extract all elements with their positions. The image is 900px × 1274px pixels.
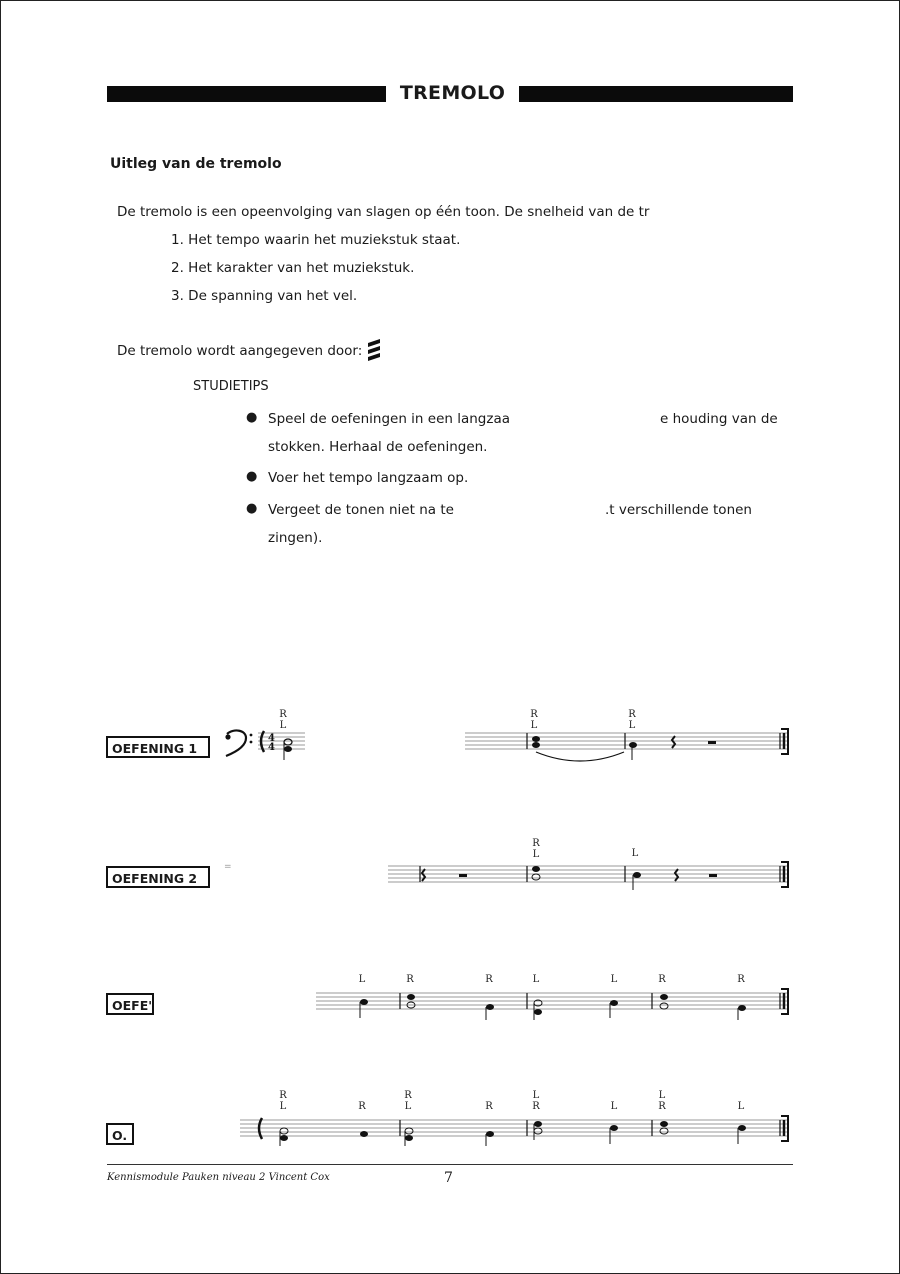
exercise-3-label: OEFE' <box>106 993 154 1015</box>
tip-2: Voer het tempo langzaam op. <box>268 470 469 486</box>
rest-icon <box>422 736 678 881</box>
note-stems <box>280 745 738 1146</box>
sticking-letter: L <box>628 720 636 731</box>
sticking-letter: R <box>658 1101 666 1112</box>
sticking-letter: L <box>610 1101 618 1112</box>
speed-factor-1: 1. Het tempo waarin het muziekstuk staat. <box>171 232 461 248</box>
bass-clef-icon <box>225 731 252 756</box>
studytips-heading: STUDIETIPS <box>193 379 269 394</box>
sticking-letter: L <box>631 848 639 859</box>
exercise-2-label: OEFENING 2 <box>106 866 210 888</box>
bullet-icon: ● <box>246 469 258 484</box>
sticking-letter: R <box>358 1101 366 1112</box>
sticking-letter: L <box>532 849 540 860</box>
exercise-1-label: OEFENING 1 <box>106 736 210 758</box>
tip-1-line2: stokken. Herhaal de oefeningen. <box>268 439 488 455</box>
tip-1-end: e houding van de <box>660 411 778 427</box>
staff-lines <box>240 733 787 1136</box>
tip-1-start: Speel de oefeningen in een langzaa <box>268 411 511 427</box>
footer-text: Kennismodule Pauken niveau 2 Vincent Cox <box>107 1172 330 1183</box>
exercise-4-label: O. <box>106 1123 134 1145</box>
end-bracket-icon <box>781 729 788 1141</box>
faded-mark: = <box>224 862 232 872</box>
sticking-letter: L <box>279 1101 287 1112</box>
sticking-letters <box>279 709 745 1112</box>
bullet-icon: ● <box>246 410 258 425</box>
bar-lines <box>400 733 784 1136</box>
sticking-letter: R <box>530 709 538 720</box>
sticking-letter: R <box>737 974 745 985</box>
svg-text:4: 4 <box>268 733 275 744</box>
sticking-letter: L <box>358 974 366 985</box>
sticking-letter: L <box>530 720 538 731</box>
sticking-letter: R <box>532 838 540 849</box>
sticking-letter: R <box>485 974 493 985</box>
sticking-letter: L <box>279 720 287 731</box>
sticking-letter: R <box>279 709 287 720</box>
footer-rule <box>107 1164 793 1165</box>
sticking-letter: L <box>532 974 540 985</box>
intro-paragraph: De tremolo is een opeenvolging van slagen op één toon. De snelheid van de tr <box>117 204 650 220</box>
half-rest-icon <box>459 741 717 877</box>
svg-text:4: 4 <box>268 742 275 753</box>
sticking-letter: R <box>279 1090 287 1101</box>
tie-icon <box>536 752 624 761</box>
speed-factor-2: 2. Het karakter van het muziekstuk. <box>171 260 415 276</box>
bullet-icon: ● <box>246 501 258 516</box>
note-icon <box>284 739 292 760</box>
sticking-letter: R <box>404 1090 412 1101</box>
note-icon <box>280 736 746 1141</box>
page-number: 7 <box>444 1170 453 1186</box>
sticking-letter: R <box>658 974 666 985</box>
notation-text: De tremolo wordt aangegeven door: <box>117 343 363 359</box>
sticking-letter: R <box>628 709 636 720</box>
sticking-letter: R <box>485 1101 493 1112</box>
page-title: TREMOLO <box>399 82 506 104</box>
sticking-letter: L <box>610 974 618 985</box>
tip-3-start: Vergeet de tonen niet na te <box>268 502 454 518</box>
sticking-letter: L <box>532 1090 540 1101</box>
time-signature-icon <box>268 733 275 753</box>
sticking-letter: R <box>406 974 414 985</box>
tip-3-end: .t verschillende tonen <box>605 502 752 518</box>
sticking-letter: R <box>532 1101 540 1112</box>
sticking-letter: L <box>404 1101 412 1112</box>
sticking-letter: L <box>737 1101 745 1112</box>
sticking-letter: L <box>658 1090 666 1101</box>
section-heading: Uitleg van de tremolo <box>110 156 282 172</box>
tip-3-line2: zingen). <box>268 530 323 546</box>
speed-factor-3: 3. De spanning van het vel. <box>171 288 358 304</box>
